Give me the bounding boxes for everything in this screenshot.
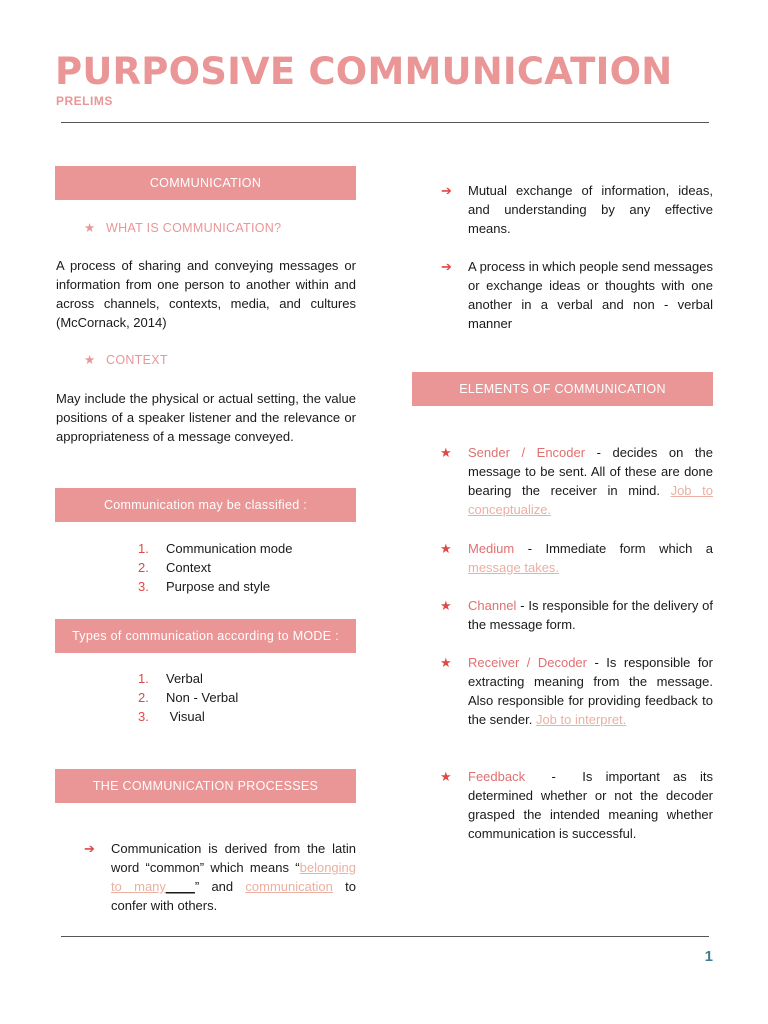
context-text: May include the physical or actual setting, the value positions of a speaker listener and the relevance or appropriateness of a message conveyed.: [56, 391, 356, 444]
job-to-conceptualize-link[interactable]: Job to conceptualize.: [468, 483, 713, 517]
section-banner-processes: THE COMMUNICATION PROCESSES: [55, 769, 356, 803]
section-banner-elements: ELEMENTS OF COMMUNICATION: [412, 372, 713, 406]
element-channel: ★ Channel - Is responsible for the delivery of the message form.: [440, 598, 713, 632]
element-receiver: ★ Receiver / Decoder - Is responsible for extracting meaning from the message. Also responsible for providing feedback to the sender. Job to interpret.: [440, 655, 713, 727]
list-item: 3. Purpose and style: [138, 579, 271, 594]
star-icon: ★: [440, 598, 452, 613]
types-list: [138, 669, 238, 726]
context-heading: [84, 352, 168, 367]
star-icon: ★: [440, 541, 452, 556]
process-bullet: ➔ Communication is derived from the latin word “common” which means “belonging to many____” and communication to confer with others.: [84, 841, 356, 913]
definition-bullet-1: ➔ Mutual exchange of information, ideas, and understanding by any effective means.: [441, 183, 713, 236]
arrow-right-icon: ➔: [84, 841, 95, 856]
communication-link[interactable]: communication: [245, 879, 333, 894]
arrow-right-icon: ➔: [441, 183, 452, 198]
element-feedback: ★ Feedback - Is important as its determined whether or not the decoder grasped the intended meaning whether communication is successful.: [440, 769, 717, 841]
list-item: 1. Communication mode: [138, 541, 293, 556]
what-is-communication-heading: [84, 220, 281, 235]
star-icon: ★: [440, 445, 452, 460]
star-icon: ★: [440, 769, 452, 784]
star-icon: ★: [440, 655, 452, 670]
list-item: 2. Non - Verbal: [138, 690, 239, 705]
arrow-right-icon: ➔: [441, 259, 452, 274]
element-medium: ★ Medium - Immediate form which a message takes.: [440, 541, 713, 575]
classified-list: [138, 539, 292, 596]
heading-label: CONTEXT: [106, 353, 168, 367]
list-item: 3. Visual: [138, 709, 205, 724]
section-banner-classified: Communication may be classified :: [55, 488, 356, 522]
page-number: 1: [704, 948, 713, 965]
belonging-to-many-link[interactable]: belonging to many: [111, 860, 356, 894]
section-banner-communication: COMMUNICATION: [55, 166, 356, 200]
job-to-interpret-link[interactable]: Job to interpret.: [535, 712, 627, 727]
header-divider: [61, 122, 709, 123]
footer-divider: [61, 936, 709, 937]
page-title: PURPOSIVE COMMUNICATION: [55, 50, 673, 93]
heading-label: WHAT IS COMMUNICATION?: [106, 221, 282, 235]
section-banner-types: Types of communication according to MODE :: [55, 619, 356, 653]
list-item: 2. Context: [138, 560, 211, 575]
star-icon: ★: [84, 221, 96, 235]
what-is-communication-text: A process of sharing and conveying messages or information from one person to another within and across channels, contexts, media, and cultures (McCornack, 2014): [56, 258, 356, 330]
definition-bullet-2: ➔ A process in which people send messages or exchange ideas or thoughts with one another in a verbal and non - verbal manner: [441, 259, 713, 331]
page-subtitle: PRELIMS: [56, 94, 113, 108]
star-icon: ★: [84, 353, 96, 367]
message-takes-link[interactable]: message takes.: [468, 560, 560, 575]
list-item: 1. Verbal: [138, 671, 203, 686]
element-sender: ★ Sender / Encoder - decides on the message to be sent. All of these are done bearing the receiver in mind. Job to conceptualize.: [440, 445, 713, 517]
